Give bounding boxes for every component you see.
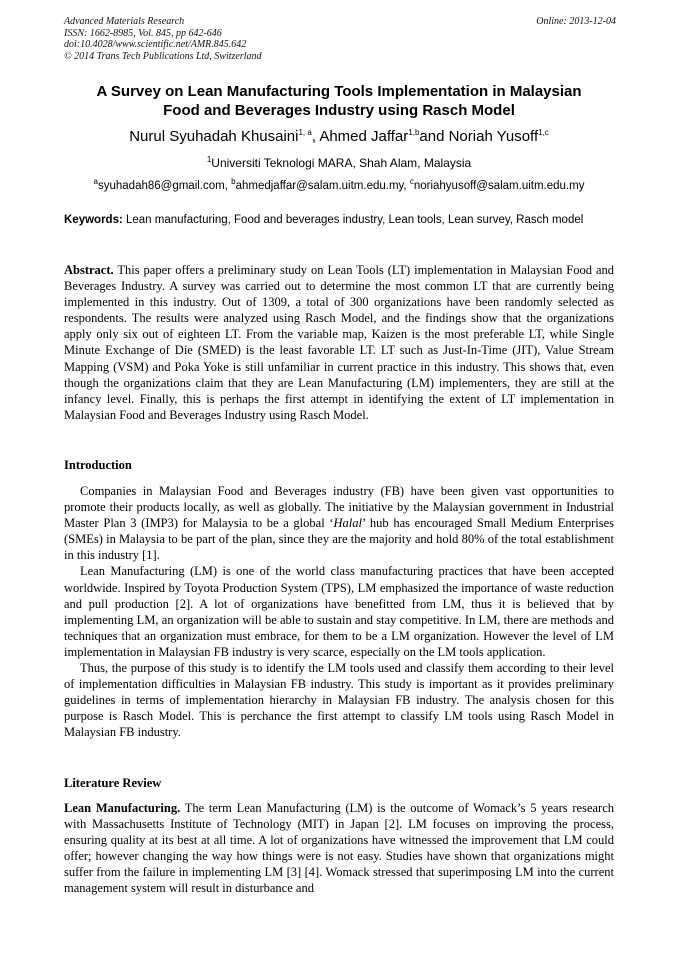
issn: ISSN: 1662-8985, Vol. 845, pp 642-646 — [64, 27, 222, 39]
author-1: Nurul Syuhadah Khusaini — [129, 128, 299, 145]
introduction-body — [64, 483, 614, 741]
introduction-heading: Introduction — [64, 458, 132, 472]
copyright: © 2014 Trans Tech Publications Ltd, Switzerland — [64, 50, 262, 62]
intro-p1-part-b: ’ hub has encouraged Small Medium Enterprises (SMEs) in Malaysia to be part of the plan, since they are the majority and hold 80% of the total establishment in this industry [1]. — [64, 516, 615, 563]
email-a-sup: a — [93, 177, 98, 187]
email-a[interactable]: syuhadah86@gmail.com, — [97, 180, 232, 192]
intro-paragraph-1 — [64, 483, 614, 563]
keywords-text: Lean manufacturing, Food and beverages industry, Lean tools, Lean survey, Rasch model — [122, 214, 584, 226]
online-date: Online: 2013-12-04 — [536, 16, 616, 27]
literature-body — [64, 800, 614, 897]
email-c-sup: c — [409, 177, 414, 187]
journal-name: Advanced Materials Research — [64, 16, 185, 27]
author-2-sup: 1,b — [408, 128, 420, 137]
literature-heading: Literature Review — [64, 776, 162, 790]
doi: doi:10.4028/www.scientific.net/AMR.845.642 — [64, 39, 247, 50]
abstract-label: Abstract. — [64, 263, 114, 277]
intro-paragraph-2: Lean Manufacturing (LM) is one of the world class manufacturing practices that have been accepted worldwide. Inspired by Toyota Production System (TPS), LM emphasized the importance of waste reduction and pull production [2]. A lot of organizations have benefitted from LM, thus it is believed that by implementing LM, an organization will be able to sustain and stay competitive. In LM, there are methods and techniques that an organization must embrace, for them to be a LM organization. However the level of LM implementation in Malaysian FB industry is very scarce, especially on the LM tools application. — [64, 564, 614, 659]
title-line-2: Food and Beverages Industry using Rasch Model — [163, 102, 515, 119]
paper-title — [60, 82, 618, 120]
email-list — [30, 178, 648, 194]
intro-paragraph-3: Thus, the purpose of this study is to identify the LM tools used and classify them according to their level of implementation difficulties in Malaysian FB industry. This study is important as it provides preliminary guidelines in terms of implementation hierarchy in Malaysian FB industry. The analysis chosen for this purpose is Rasch Model. This is perchance the first attempt to classify LM tools using Rasch Model in Malaysian FB industry. — [64, 661, 614, 740]
email-c[interactable]: noriahyusoff@salam.uitm.edu.my — [413, 180, 585, 192]
author-3: and Noriah Yusoff — [419, 128, 539, 145]
author-1-sup: 1, a — [298, 128, 312, 137]
intro-p1-part-a: Companies in Malaysian Food and Beverages industry (FB) have been given vast opportunities to promote their products locally, as well as globally. The initiative by the Malaysian government in Industrial Master Plan 3 (IMP3) for Malaysia to be a global ‘ — [64, 484, 614, 531]
email-b[interactable]: ahmedjaffar@salam.uitm.edu.my, — [235, 180, 410, 192]
affiliation — [40, 155, 638, 171]
affiliation-text: Universiti Teknologi MARA, Shah Alam, Malaysia — [211, 156, 472, 170]
keywords — [64, 213, 614, 229]
author-3-sup: 1,c — [538, 128, 549, 137]
author-list — [40, 127, 638, 147]
abstract-text: This paper offers a preliminary study on Lean Tools (LT) implementation in Malaysian Food and Beverages Industry. A survey was carried out to determine the most common LT that are currently being implemented in this industry. Out of 1309, a total of 300 organizations have been randomly selected as respondents. The results were analyzed using Rasch Model, and the findings show that the organizations apply only six out of eighteen LT. From the variable map, Kaizen is the most preferable LT, while Single Minute Exchange of Die (SMED) is the least favorable LT. LT such as Just-In-Time (JIT), Value Stream Mapping (VSM) and Poka Yoke is still unfamiliar in current practice in this industry. This shows that, even though the organizations claim that they are Lean Manufacturing (LM) implementers, they are still at the infancy level. Finally, this is perhaps the first attempt in identifying the extent of LT implementation in Malaysian Food and Beverages Industry using Rasch Model. — [64, 263, 614, 422]
email-b-sup: b — [231, 177, 236, 187]
affiliation-sup: 1 — [206, 155, 212, 164]
keywords-label: Keywords: — [64, 214, 123, 226]
literature-lead: Lean Manufacturing. — [64, 801, 181, 815]
abstract — [64, 262, 614, 423]
journal-header — [64, 16, 616, 62]
literature-text: The term Lean Manufacturing (LM) is the outcome of Womack’s 5 years research with Massachusetts Institute of Technology (MIT) in Japan [2]. LM focuses on improving the process, ensuring quality at its best at all time. A lot of organizations have witnessed the improvement that LM could offer; however changing the way how things were is not easy. Studies have shown that organizations might suffer from the failure in implementing LM [3] [4]. Womack stressed that superimposing LM into the current management system will result in disturbance and — [64, 801, 614, 896]
author-2: , Ahmed Jaffar — [311, 128, 409, 145]
title-line-1: A Survey on Lean Manufacturing Tools Implementation in Malaysian — [96, 83, 582, 100]
intro-p1-halal: Halal — [333, 516, 362, 531]
